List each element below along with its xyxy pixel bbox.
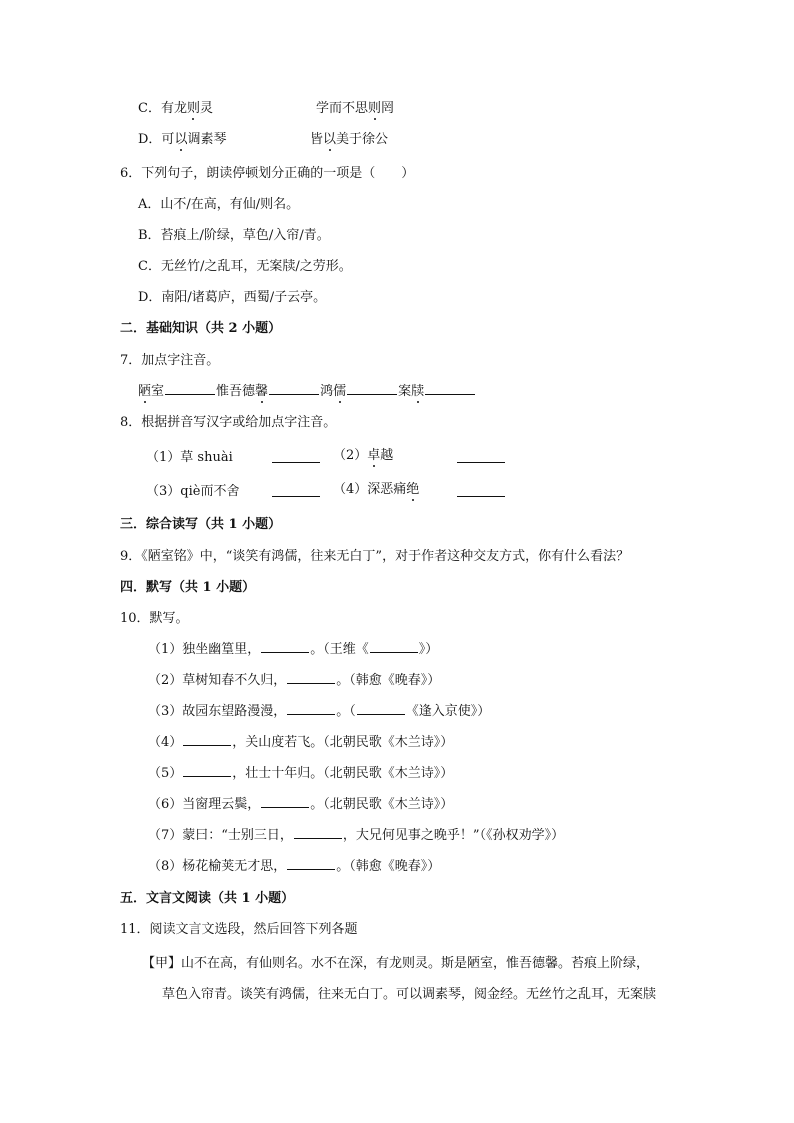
option-text: C．有龙 xyxy=(138,101,187,116)
line-text: （7）蒙曰：“士别三日， xyxy=(148,828,293,843)
q6-option-d: D．南阳/诸葛庐，西蜀/子云亭。 xyxy=(138,290,327,305)
dotted-char: 则 xyxy=(368,101,382,116)
word-text: 室 xyxy=(151,384,165,399)
dotted-char: 以 xyxy=(323,132,337,147)
q8-item-2 xyxy=(333,447,393,465)
line-text: 。（韩愈《晚春》） xyxy=(336,673,441,688)
q6-option-b: B．苔痕上/阶绿，草色/入帘/青。 xyxy=(138,228,330,243)
q11-stem: 11．阅读文言文选段，然后回答下列各题 xyxy=(120,922,358,937)
answer-blank[interactable] xyxy=(425,393,475,395)
word-text: 惟吾德 xyxy=(216,384,256,399)
q10-line-1 xyxy=(148,641,438,659)
answer-blank[interactable] xyxy=(370,651,418,653)
dotted-char: 陋 xyxy=(138,384,152,399)
q7-items xyxy=(138,383,476,401)
q5-option-d-right xyxy=(310,131,388,149)
answer-blank[interactable] xyxy=(457,461,505,463)
q5-option-c xyxy=(138,100,213,118)
line-text: （5） xyxy=(148,766,183,781)
line-text: 《逢入京使》） xyxy=(405,704,491,719)
answer-blank[interactable] xyxy=(272,461,320,463)
answer-blank[interactable] xyxy=(183,775,231,777)
answer-blank[interactable] xyxy=(261,806,309,808)
answer-blank-wrap xyxy=(456,485,506,503)
dotted-char: 则 xyxy=(186,101,200,116)
q10-line-3 xyxy=(148,703,490,721)
answer-blank[interactable] xyxy=(457,495,505,497)
option-text: 美于徐公 xyxy=(336,132,389,147)
dotted-char: 绝 xyxy=(406,482,420,497)
answer-blank[interactable] xyxy=(287,682,335,684)
q6-option-c: C．无丝竹/之乱耳，无案牍/之劳形。 xyxy=(138,259,352,274)
line-text: ，大兄何见事之晚乎！”（《孙权劝学》） xyxy=(342,828,565,843)
option-text: 罔 xyxy=(381,101,395,116)
word-text: 案 xyxy=(398,384,412,399)
answer-blank[interactable] xyxy=(183,744,231,746)
answer-blank[interactable] xyxy=(165,393,215,395)
word-text: 鸿 xyxy=(320,384,334,399)
q6-option-a: A．山不/在高，有仙/则名。 xyxy=(138,197,300,212)
line-text: （2）草树知春不久归， xyxy=(148,673,287,688)
dotted-char: 卓 xyxy=(367,448,381,463)
q10-line-6 xyxy=(148,796,453,814)
dotted-char: 牍 xyxy=(411,384,425,399)
section-heading: 二．基础知识（共 2 小题） xyxy=(120,321,282,336)
answer-blank[interactable] xyxy=(261,651,309,653)
answer-blank[interactable] xyxy=(347,393,397,395)
q8-item-4 xyxy=(333,481,419,499)
option-text: 皆 xyxy=(310,132,324,147)
option-text: 学而不思 xyxy=(316,101,369,116)
q6-stem: 6．下列句子，朗读停顿划分正确的一项是（ ） xyxy=(120,166,415,181)
dotted-char: 以 xyxy=(174,132,188,147)
line-text: （8）杨花榆荚无才思， xyxy=(148,859,287,874)
option-text: 灵 xyxy=(199,101,213,116)
answer-blank-wrap xyxy=(456,451,506,469)
dotted-char: 儒 xyxy=(333,384,347,399)
q11-passage-line-1: 【甲】山不在高，有仙则名。水不在深，有龙则灵。斯是陋室，惟吾德馨。苔痕上阶绿， xyxy=(142,956,650,971)
line-text: 》） xyxy=(418,642,439,657)
line-text: （6）当窗理云鬓， xyxy=(148,797,261,812)
q5-option-c-right xyxy=(316,100,394,118)
q10-line-4 xyxy=(148,734,453,752)
q11-passage-line-2: 草色入帘青。谈笑有鸿儒，往来无白丁。可以调素琴，阅金经。无丝竹之乱耳，无案牍 xyxy=(162,987,657,1002)
line-text: （4） xyxy=(148,735,183,750)
q10-stem: 10．默写。 xyxy=(120,611,189,626)
dotted-char: 馨 xyxy=(255,384,269,399)
section-heading: 三．综合读写（共 1 小题） xyxy=(120,517,282,532)
q8-item-3: （3）qiè而不舍 xyxy=(146,484,240,499)
section-heading: 四．默写（共 1 小题） xyxy=(120,580,256,595)
q7-stem: 7．加点字注音。 xyxy=(120,353,220,368)
item-text: （2） xyxy=(333,448,368,463)
line-text: （3）故园东望路漫漫， xyxy=(148,704,287,719)
q8-stem: 8．根据拼音写汉字或给加点字注音。 xyxy=(120,415,337,430)
line-text: （1）独坐幽篁里， xyxy=(148,642,261,657)
line-text: ，关山度若飞。（北朝民歌《木兰诗》） xyxy=(232,735,454,750)
section-heading: 五．文言文阅读（共 1 小题） xyxy=(120,891,295,906)
answer-blank-wrap xyxy=(271,451,321,469)
line-text: 。（王维《 xyxy=(310,642,369,657)
answer-blank[interactable] xyxy=(294,837,342,839)
item-text: （4）深恶痛 xyxy=(333,482,407,497)
q10-line-2 xyxy=(148,672,440,690)
q10-line-5 xyxy=(148,765,453,783)
item-text: 越 xyxy=(380,448,394,463)
q9-text: 9．《陋室铭》中，“谈笑有鸿儒，往来无白丁”，对于作者这种交友方式，你有什么看法？ xyxy=(120,549,630,564)
line-text: 。（ xyxy=(336,704,356,719)
line-text: 。（韩愈《晚春》） xyxy=(336,859,441,874)
q10-line-7 xyxy=(148,827,564,845)
answer-blank[interactable] xyxy=(287,713,335,715)
option-text: D．可 xyxy=(138,132,175,147)
line-text: ，壮士十年归。（北朝民歌《木兰诗》） xyxy=(232,766,454,781)
answer-blank[interactable] xyxy=(269,393,319,395)
answer-blank-wrap xyxy=(271,485,321,503)
answer-blank[interactable] xyxy=(357,713,405,715)
q8-item-1: （1）草 shuài xyxy=(146,450,233,465)
line-text: 。（北朝民歌《木兰诗》） xyxy=(310,797,454,812)
q5-option-d xyxy=(138,131,226,149)
answer-blank[interactable] xyxy=(287,868,335,870)
answer-blank[interactable] xyxy=(272,495,320,497)
q10-line-8 xyxy=(148,858,440,876)
option-text: 调素琴 xyxy=(187,132,227,147)
